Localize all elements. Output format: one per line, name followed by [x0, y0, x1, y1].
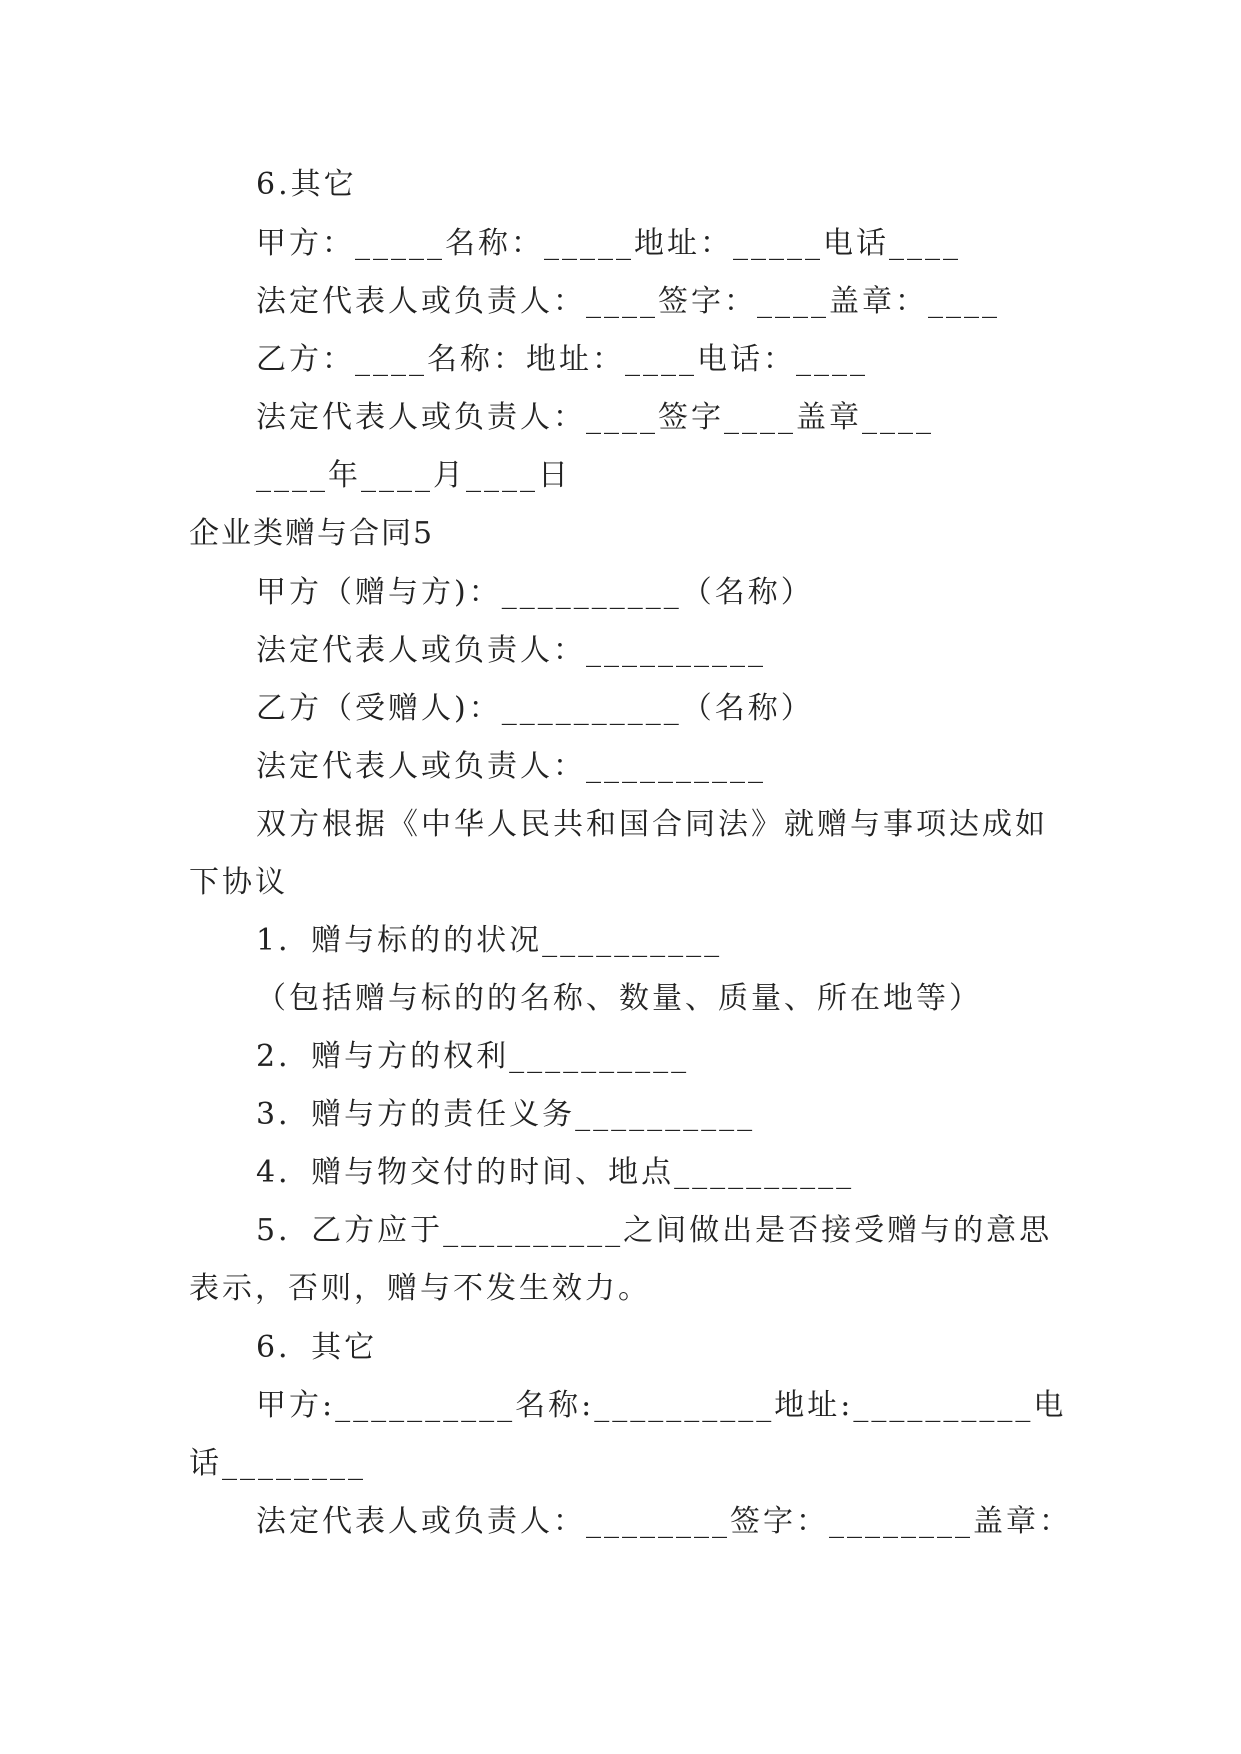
clause-4: 4．赠与物交付的时间、地点__________ [256, 1155, 855, 1190]
donor-line: 甲方（赠与方)：__________（名称） [256, 575, 814, 610]
donor-representative-line: 法定代表人或负责人：__________ [256, 633, 766, 668]
representative-signature-line: 法定代表人或负责人：________签字：________盖章： [256, 1504, 1072, 1539]
clause-1-note: （包括赠与标的的名称、数量、质量、所在地等） [256, 981, 982, 1016]
section-6-heading: 6.其它 [256, 167, 357, 202]
clause-5-line-2: 表示，否则，赠与不发生效力。 [189, 1271, 651, 1306]
donee-line: 乙方（受赠人)：__________（名称） [256, 691, 814, 726]
party-a-info-line: 甲方：_____名称：_____地址：_____电话____ [256, 226, 961, 261]
agreement-intro-line-1: 双方根据《中华人民共和国合同法》就赠与事项达成如 [256, 807, 1048, 842]
party-a-phone-line: 话________ [189, 1446, 366, 1481]
clause-1: 1．赠与标的的状况__________ [256, 923, 723, 958]
party-b-info-line: 乙方：____名称：地址：____电话：____ [256, 342, 868, 377]
party-b-representative-line: 法定代表人或负责人：____签字____盖章____ [256, 400, 934, 435]
party-a-info-line-2: 甲方:__________名称:__________地址:__________电 [256, 1388, 1067, 1423]
clause-2: 2．赠与方的权利__________ [256, 1039, 690, 1074]
clause-6-heading: 6．其它 [256, 1330, 378, 1365]
party-a-representative-line: 法定代表人或负责人：____签字：____盖章：____ [256, 284, 1000, 319]
donee-representative-line: 法定代表人或负责人：__________ [256, 749, 766, 784]
clause-5-line-1: 5．乙方应于__________之间做出是否接受赠与的意思 [256, 1213, 1053, 1248]
contract-title: 企业类赠与合同5 [189, 516, 435, 551]
agreement-intro-line-2: 下协议 [189, 865, 288, 900]
date-line: ____年____月____日 [256, 458, 571, 493]
clause-3: 3．赠与方的责任义务__________ [256, 1097, 756, 1132]
